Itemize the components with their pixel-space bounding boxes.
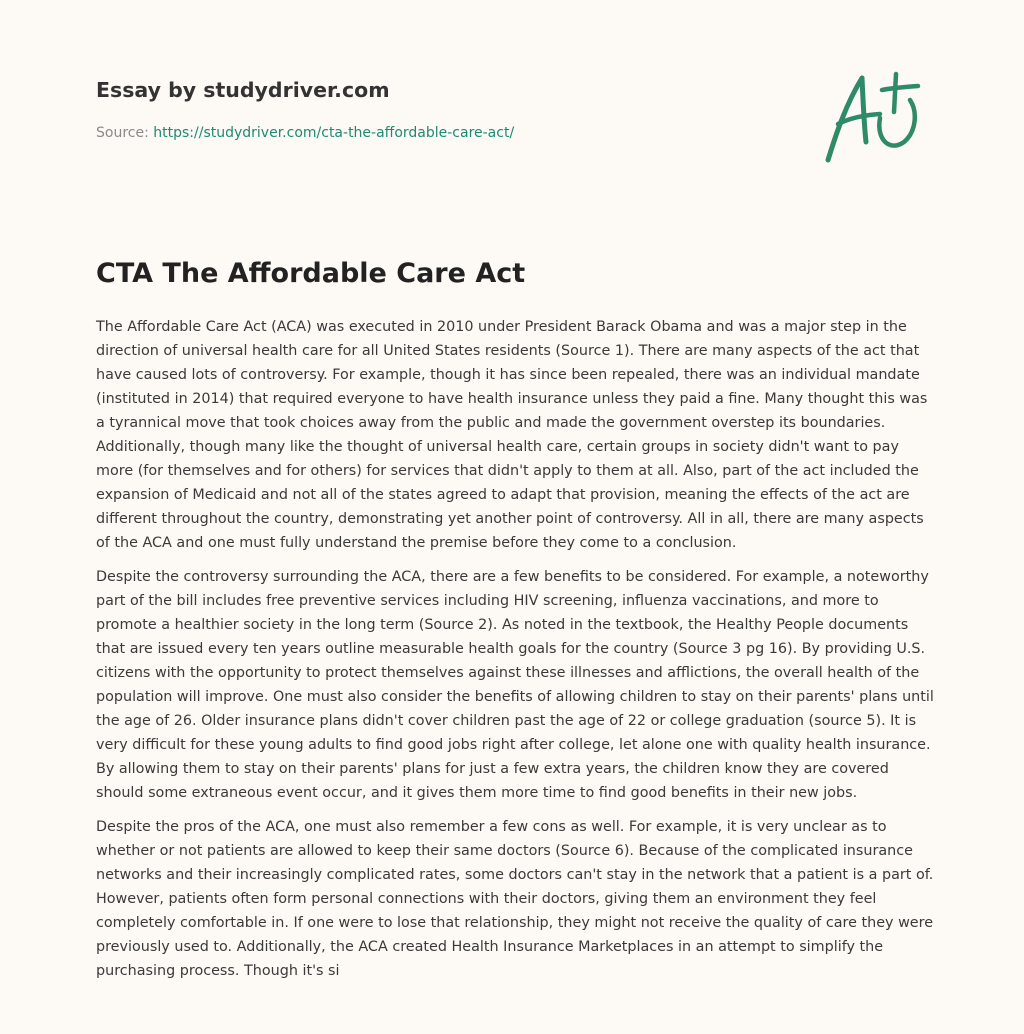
essay-title: CTA The Affordable Care Act — [96, 258, 526, 289]
essay-paragraph: Despite the pros of the ACA, one must also remember a few cons as well. For example, it is very unclear as to whether or not patients are allowed to keep their same doctors (Source 6). Because of the complicated insurance networks and their increasingly complicated rates, some doctors can't stay in the network that a patient is a part of. However, patients often form personal connections with their doctors, giving them an environment they feel completely comfortable in. If one were to lose that relationship, they might not receive the quality of care they were previously used to. Additionally, the ACA created Health Insurance Marketplaces in an attempt to simplify the purchasing process. Though it's si — [96, 819, 934, 979]
a-plus-logo-icon — [820, 68, 930, 164]
page-header — [96, 78, 514, 143]
essay-body — [96, 315, 938, 993]
source-line — [96, 123, 514, 143]
site-title: Essay by studydriver.com — [96, 78, 390, 102]
source-link[interactable]: https://studydriver.com/cta-the-affordable-care-act/ — [153, 125, 515, 141]
essay-paragraph: Despite the controversy surrounding the ACA, there are a few benefits to be considered. For example, a noteworthy part of the bill includes free preventive services including HIV screening, influenza vaccinations, and more to promote a healthier society in the long term (Source 2). As noted in the textbook, the Healthy People documents that are issued every ten years outline measurable health goals for the country (Source 3 pg 16). By providing U.S. citizens with the opportunity to protect themselves against these illnesses and afflictions, the overall health of the population will improve. One must also consider the benefits of allowing children to stay on their parents' plans until the age of 26. Older insurance plans didn't cover children past the age of 22 or college graduation (source 5). It is very difficult for these young adults to find good jobs right after college, let alone one with quality health insurance. By allowing them to stay on their parents' plans for just a few extra years, the children know they are covered should some extraneous event occur, and it gives them more time to find good benefits in their new jobs. — [96, 569, 934, 801]
source-label: Source: — [96, 125, 149, 141]
essay-paragraph: The Affordable Care Act (ACA) was executed in 2010 under President Barack Obama and was a major step in the direction of universal health care for all United States residents (Source 1). There are many aspects of the act that have caused lots of controversy. For example, though it has since been repealed, there was an individual mandate (instituted in 2014) that required everyone to have health insurance unless they paid a fine. Many thought this was a tyrannical move that took choices away from the public and made the government overstep its boundaries. Additionally, though many like the thought of universal health care, certain groups in society didn't want to pay more (for themselves and for others) for services that didn't apply to them at all. Also, part of the act included the expansion of Medicaid and not all of the states agreed to adapt that provision, meaning the effects of the act are different throughout the country, demonstrating yet another point of controversy. All in all, there are many aspects of the ACA and one must fully understand the premise before they come to a conclusion. — [96, 319, 928, 551]
